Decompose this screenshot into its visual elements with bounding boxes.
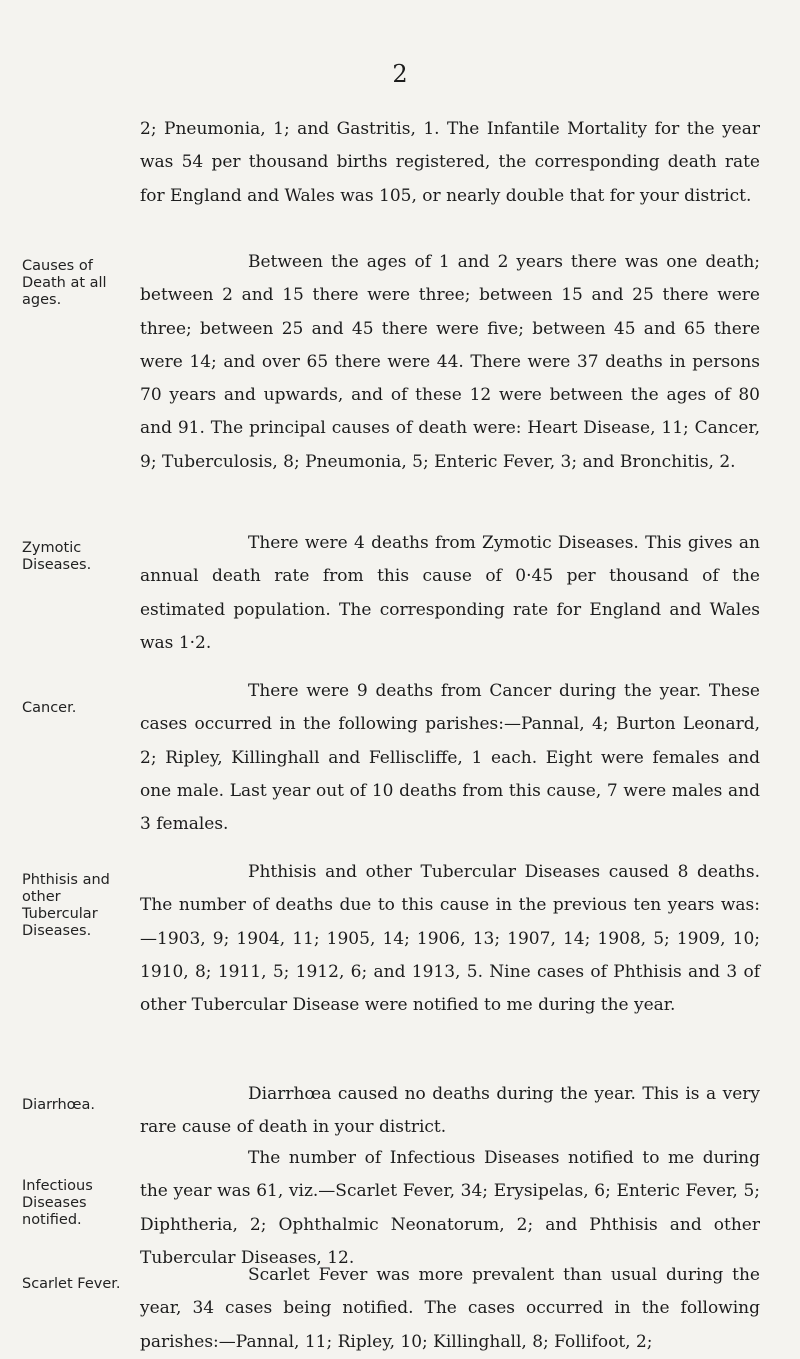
margin-note-infectious-diseases: Infectious Diseases notified. (22, 1178, 93, 1228)
paragraph-scarlet-fever: Scarlet Fever was more prevalent than usual during the year, 34 cases being notified. The cases occurred in the following parishes:—Pannal, 11; Ripley, 10; Killinghall, 8; Follifoot, 2; (140, 1265, 760, 1352)
paragraph-phthisis: Phthisis and other Tubercular Diseases caused 8 deaths. The number of deaths due to this cause in the previous ten years was:—1903, 9; 1904, 11; 1905, 14; 1906, 13; 1907, 14; 1908, 5; 1909, 10; 1910, 8; 1911, 5; 1912, 6; and 1913, 5. Nine cases of Phthisis and 3 of other Tubercular Disease were notified to me during the year. (140, 862, 760, 1016)
paragraph-cancer: There were 9 deaths from Cancer during the year. These cases occurred in the following parishes:—Pannal, 4; Burton Leonard, 2; Ripley, Killinghall and Felliscliffe, 1 each. Eight were females and one male. Last year out of 10 deaths from this cause, 7 were males and 3 females. (140, 681, 760, 835)
margin-note-scarlet-fever: Scarlet Fever. (22, 1276, 121, 1292)
paragraph-infectious-diseases: The number of Infectious Diseases notified to me during the year was 61, viz.—Scarlet Fever, 34; Erysipelas, 6; Enteric Fever, 5; Diphtheria, 2; Ophthalmic Neonatorum, 2; and Phthisis and other Tubercular Diseases, 12. (140, 1148, 760, 1268)
margin-note-diarrhoea: Diarrhœa. (22, 1097, 96, 1113)
paragraph-diarrhoea: Diarrhœa caused no deaths during the year. This is a very rare cause of death in your district. (140, 1084, 760, 1138)
paragraph-zymotic-diseases: There were 4 deaths from Zymotic Diseases. This gives an annual death rate from this cause of 0·45 per thousand of the estimated population. The corresponding rate for England and Wales was 1·2. (140, 533, 760, 653)
margin-note-phthisis: Phthisis and other Tubercular Diseases. (22, 872, 110, 939)
paragraph-intro: 2; Pneumonia, 1; and Gastritis, 1. The Infantile Mortality for the year was 54 per thousand births registered, the corresponding death rate for England and Wales was 105, or nearly double that for your district. (140, 119, 760, 206)
paragraph-causes-of-death: Between the ages of 1 and 2 years there was one death; between 2 and 15 there were three; between 15 and 25 there were three; between 25 and 45 there were five; between 45 and 65 there were 14; and over 65 there were 44. There were 37 deaths in persons 70 years and upwards, and of these 12 were between the ages of 80 and 91. The principal causes of death were: Heart Disease, 11; Cancer, 9; Tuberculosis, 8; Pneumonia, 5; Enteric Fever, 3; and Bronchitis, 2. (140, 252, 760, 472)
margin-note-causes-of-death: Causes of Death at all ages. (22, 258, 107, 308)
margin-note-cancer: Cancer. (22, 700, 77, 716)
margin-note-zymotic-diseases: Zymotic Diseases. (22, 540, 92, 573)
page-number: 2 (392, 60, 408, 88)
